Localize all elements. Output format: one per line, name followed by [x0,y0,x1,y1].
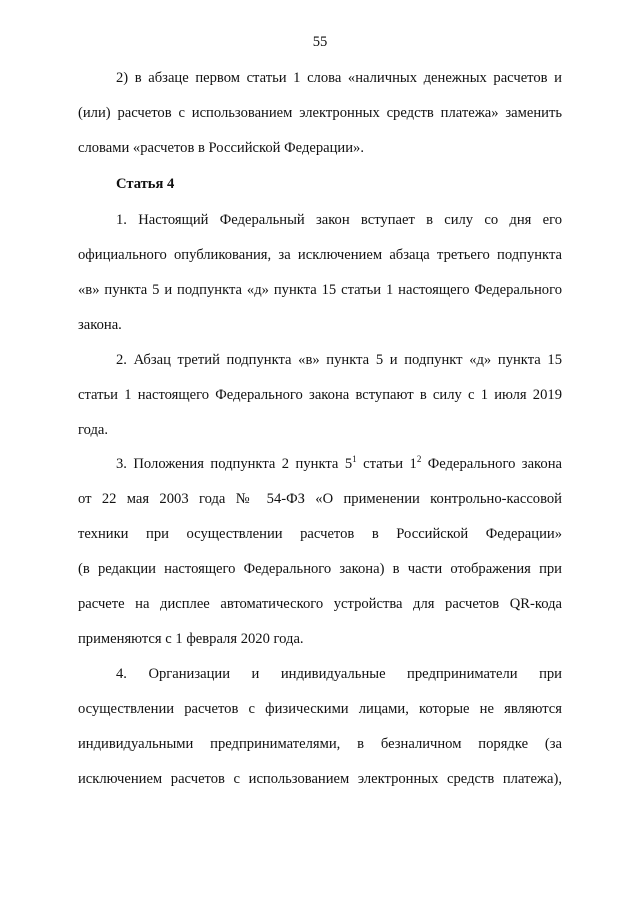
text-line-with-superscripts [116,454,562,474]
text-segment: Федерального закона [421,456,562,472]
text-line: 4. Организации и индивидуальные предприниматели при [116,666,562,682]
text-line: (в редакции настоящего Федерального закона) в части отображения при [78,561,562,577]
text-line: «в» пункта 5 и подпункта «д» пункта 15 статьи 1 настоящего Федерального [78,282,562,298]
text-line: 2. Абзац третий подпункта «в» пункта 5 и подпункт «д» пункта 15 [116,352,562,368]
text-line: 2) в абзаце первом статьи 1 слова «наличных денежных расчетов и [116,70,562,86]
text-line: осуществлении расчетов с физическими лицами, которые не являются [78,701,562,717]
superscript: 2 [416,454,422,465]
article-heading: Статья 4 [116,176,175,192]
text-line: (или) расчетов с использованием электронных средств платежа» заменить [78,105,562,121]
text-line: закона. [78,317,122,333]
text-line: расчете на дисплее автоматического устройства для расчетов QR-кода [78,596,562,612]
page-number: 55 [312,34,328,50]
text-line: техники при осуществлении расчетов в Российской Федерации» [78,526,562,542]
text-line: применяются с 1 февраля 2020 года. [78,631,304,647]
text-line: официального опубликования, за исключением абзаца третьего подпункта [78,247,562,263]
text-line: исключением расчетов с использованием электронных средств платежа), [78,771,562,787]
text-line: от 22 мая 2003 года № 54-ФЗ «О применении контрольно-кассовой [78,491,562,507]
text-line: статьи 1 настоящего Федерального закона вступают в силу с 1 июля 2019 [78,387,562,403]
text-line: года. [78,422,109,438]
text-segment: 3. Положения подпункта 2 пункта 5 [116,456,353,472]
text-segment: статьи 1 [356,456,417,472]
text-line: 1. Настоящий Федеральный закон вступает в силу со дня его [116,212,562,228]
text-line: словами «расчетов в Российской Федерации». [78,140,364,156]
text-line: индивидуальными предпринимателями, в безналичном порядке (за [78,736,562,752]
superscript: 1 [352,454,357,465]
